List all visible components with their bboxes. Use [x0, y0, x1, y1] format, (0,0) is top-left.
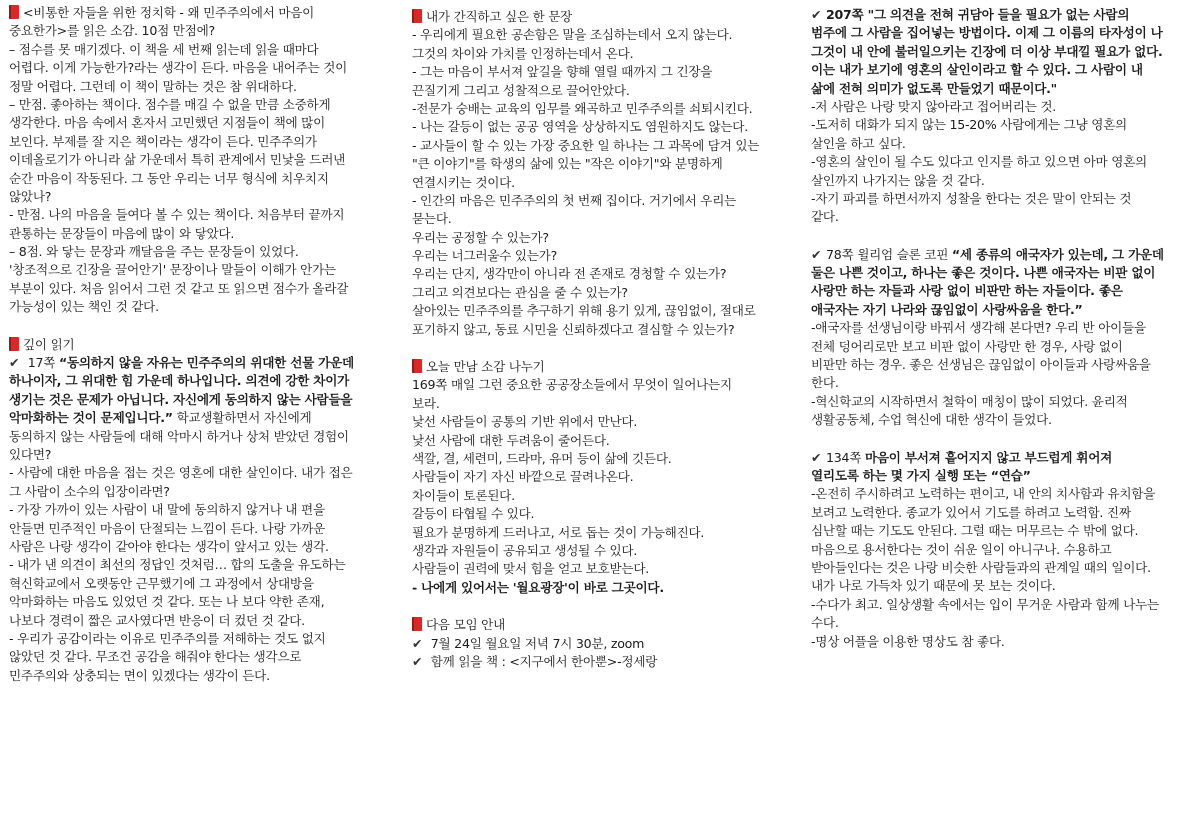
quote-line: 열리도록 하는 몇 가지 실행 또는 “연습” [811, 467, 1031, 483]
book-icon [412, 9, 423, 23]
book-icon [412, 617, 423, 631]
emphasis-line: - 나에게 있어서는 '월요광장'이 바로 그곳이다. [412, 579, 664, 595]
text-line: 민주주의와 상충되는 면이 있겠다는 생각이 든다. [9, 667, 270, 683]
check-icon: ✔ [811, 246, 822, 262]
quote-line: ✔ 207쪽 "그 의견을 전혀 귀담아 들을 필요가 없는 사람의 [811, 6, 1184, 24]
text-line: 이데올로기가 아니라 삶 가운데서 특히 관계에서 민낯을 드러낸 [9, 152, 346, 168]
text-line: 연결시키는 것이다. [412, 174, 515, 190]
text-line: - 우리가 공감이라는 이유로 민주주의를 저해하는 것도 없지 [9, 630, 326, 646]
quote-line: 애국자는 자기 나라와 끊임없이 사랑싸움을 한다.” [811, 301, 1083, 317]
text-line: - 교사들이 할 수 있는 가장 중요한 일 하나는 그 과목에 담겨 있는 [412, 137, 760, 153]
meeting-impressions-section [412, 358, 785, 597]
section-heading: 내가 간직하고 싶은 한 문장 [412, 8, 785, 26]
quote-line: 삶에 전혀 의미가 없도록 만들었기 때문이다." [811, 80, 1057, 96]
book-icon [9, 337, 20, 351]
text-line: ✔ 17쪽 “동의하지 않을 자유는 민주주의의 위대한 선물 가운데 [9, 354, 389, 372]
text-line: - 나는 갈등이 없는 공공 영역을 상상하지도 염원하지도 않는다. [412, 119, 748, 135]
text-line: 보라. [412, 395, 440, 411]
text-line: -저 사람은 나랑 맞지 않아라고 접어버리는 것. [811, 98, 1057, 114]
text-line: -명상 어플을 이용한 명상도 참 좋다. [811, 633, 1005, 649]
quote-line: 사랑만 하는 자들과 사랑 없이 비판만 하는 자들이다. 좋은 [811, 283, 1123, 299]
section-heading: 오늘 만남 소감 나누기 [412, 358, 785, 376]
check-icon: ✔ [811, 7, 822, 22]
next-meeting-section [412, 616, 785, 671]
quote-line: 범주에 그 사람을 집어넣는 방법이다. 이제 그 이름의 타자성이 나 [811, 25, 1163, 41]
quote-line: 하나이자, 그 위대한 힘 가운데 하나입니다. 의견에 강한 차이가 [9, 373, 350, 389]
text-line: 끈질기게 그리고 성찰적으로 끌어안았다. [412, 82, 630, 98]
text-line: 있다면? [9, 446, 52, 462]
text-line: 생각과 자원들이 공유되고 생성될 수 있다. [412, 542, 638, 558]
text-line: -수다가 최고. 일상생활 속에서는 입이 무거운 사람과 함께 나누는 [811, 596, 1159, 612]
quote-line: ✔ 134쪽 마음이 부서져 흩어지지 않고 부드럽게 휘어져 [811, 449, 1184, 467]
text-line: 악마화하는 것이 문제입니다.” 학교생활하면서 자신에게 [9, 410, 312, 426]
text-line: 갈등이 타협될 수 있다. [412, 506, 535, 522]
text-line: -온전히 주시하려고 노력하는 편이고, 내 안의 치사함과 유치함을 [811, 486, 1156, 502]
text-line: 비판만 하는 경우. 좋은 선생님은 끊임없이 아이들과 사랑싸움을 [811, 357, 1151, 373]
text-line: – 8점. 와 닿는 문장과 깨달음을 주는 문장들이 있었다. [9, 244, 299, 260]
text-line: 그리고 의견보다는 관심을 줄 수 있는가? [412, 284, 628, 300]
text-line: 사람들이 권력에 맞서 힘을 얻고 보호받는다. [412, 561, 649, 577]
text-line: 차이들이 토론된다. [412, 487, 515, 503]
text-line: 관통하는 문장들이 마음에 많이 와 닿았다. [9, 225, 235, 241]
text-line: 살인까지 나가지는 않을 것 같다. [811, 172, 985, 188]
text-line: 낯선 사람에 대한 두려움이 줄어든다. [412, 432, 610, 448]
book-icon [412, 359, 423, 373]
text-line: 낯선 사람들이 공통의 기반 위에서 만난다. [412, 414, 638, 430]
text-line: 정말 어렵다. 그런데 이 책이 말하는 것은 참 위대하다. [9, 78, 297, 94]
text-line: 안들면 민주적인 마음이 단절되는 느낌이 든다. 나랑 가까운 [9, 520, 325, 536]
quote-line: 둘은 나쁜 것이고, 하나는 좋은 것이다. 나쁜 애국자는 비판 없이 [811, 265, 1156, 281]
text-line: 받아들인다는 것은 나랑 비슷한 사람들과의 관계일 때의 일이다. [811, 559, 1151, 575]
text-line: 순간 마음이 작동된다. 그 동안 우리는 너무 형식에 치우치지 [9, 170, 329, 186]
text-line: 그것의 차이와 가치를 인정하는데서 온다. [412, 45, 634, 61]
text-line: - 만점. 나의 마음을 들여다 볼 수 있는 책이다. 처음부터 끝까지 [9, 207, 345, 223]
spacer [412, 339, 785, 358]
text-line: '창조적으로 긴장을 끌어안기' 문장이나 말들이 이해가 안가는 [9, 262, 336, 278]
text-line: 악마화하는 마음도 있었던 것 같다. 또는 나 보다 약한 존재, [9, 594, 325, 610]
text-line: 생각한다. 마음 속에서 혼자서 고민했던 지점들이 책에 많이 [9, 115, 325, 131]
text-line: 사람들이 자기 자신 바깥으로 끌려나온다. [412, 469, 634, 485]
text-line: 필요가 분명하게 드러나고, 서로 돕는 것이 가능해진다. [412, 524, 705, 540]
quote-line: 생기는 것은 문제가 아닙니다. 자신에게 동의하지 않는 사람들을 [9, 391, 353, 407]
text-line: <비통한 자들을 위한 정치학 - 왜 민주주의에서 마음이 [9, 4, 389, 22]
text-line: 우리는 너그러울수 있는가? [412, 248, 558, 264]
text-line: - 가장 가까이 있는 사람이 내 말에 동의하지 않거나 내 편을 [9, 502, 325, 518]
text-line: 사람은 나랑 생각이 같아야 한다는 생각이 앞서고 있는 생각. [9, 538, 329, 554]
text-line: - 우리에게 필요한 공손함은 말을 조심하는데서 오지 않는다. [412, 27, 733, 43]
text-line: - 내가 낸 의견이 최선의 정답인 것처럼… 합의 도출을 유도하는 [9, 557, 346, 573]
section-heading: 다음 모임 안내 [412, 616, 785, 634]
text-line: 가능성이 있는 책인 것 같다. [9, 299, 159, 315]
section-heading: 깊이 읽기 [9, 336, 389, 354]
text-line: – 점수를 못 매기겠다. 이 책을 세 번째 읽는데 읽을 때마다 [9, 41, 319, 57]
text-line: 심난할 때는 기도도 안된다. 그럴 때는 머무르는 수 밖에 없다. [811, 523, 1139, 539]
column-left [0, 0, 393, 813]
text-line: 어렵다. 이게 가능한가?라는 생각이 든다. 마음을 내어주는 것이 [9, 60, 348, 76]
quote-78-section [811, 246, 1184, 430]
text-line: 전체 덩어리로만 보고 비판 없이 사랑만 한 경우, 사랑 없이 [811, 338, 1123, 354]
favorite-sentence-section [412, 8, 785, 339]
text-line: 색깔, 결, 세련미, 드라마, 유머 등이 삶에 깃든다. [412, 450, 672, 466]
text-line: 그 사람이 소수의 입장이라면? [9, 483, 170, 499]
text-line: 보려고 노력한다. 종교가 있어서 기도를 하려고 노력함. 진짜 [811, 504, 1131, 520]
quote-line: 그것이 내 안에 불러일으키는 긴장에 더 이상 부대낄 필요가 없다. [811, 43, 1163, 59]
text-line: 살아있는 민주주의를 추구하기 위해 용기 있게, 끊임없이, 절대로 [412, 303, 756, 319]
text-line: 생활공동체, 수업 혁신에 대한 생각이 들었다. [811, 412, 1052, 428]
column-right [800, 0, 1190, 813]
quote-207-section [811, 6, 1184, 227]
check-icon: ✔ [811, 449, 822, 465]
text-line: 수다. [811, 615, 839, 631]
text-line: 169쪽 매일 그런 중요한 공공장소들에서 무엇이 일어나는지 [412, 377, 732, 393]
text-line: 동의하지 않는 사람들에 대해 악마시 하거나 상처 받았던 경험이 [9, 428, 349, 444]
text-line: -자기 파괴를 하면서까지 성찰을 한다는 것은 말이 안되는 것 [811, 190, 1132, 206]
text-line: - 인간의 마음은 민주주의의 첫 번째 집이다. 거기에서 우리는 [412, 192, 737, 208]
text-line: 부분이 있다. 처음 읽어서 그런 것 같고 또 읽으면 점수가 올라갈 [9, 280, 349, 296]
quote-line: ✔ 78쪽 윌리엄 슬론 코핀 “세 종류의 애국자가 있는데, 그 가운데 [811, 246, 1184, 264]
meeting-info-item: ✔ 함께 읽을 책 : <지구에서 한아뿐>-정세랑 [412, 653, 785, 671]
text-line: -전문가 숭배는 교육의 임무를 왜곡하고 민주주의를 쇠퇴시킨다. [412, 100, 753, 116]
text-line: 내가 나로 가득차 있기 때문에 못 보는 것이다. [811, 578, 1056, 594]
book-review-section [9, 4, 389, 317]
text-line: -영혼의 살인이 될 수도 있다고 인지를 하고 있으면 아마 영혼의 [811, 154, 1147, 170]
text-line: 않았나? [9, 188, 52, 204]
text-line: 마음으로 용서한다는 것이 쉬운 일이 아니구나. 수용하고 [811, 541, 1112, 557]
text-line: - 사람에 대한 마음을 접는 것은 영혼에 대한 살인이다. 내가 접은 [9, 465, 353, 481]
quote-134-section [811, 449, 1184, 651]
spacer [9, 317, 389, 336]
quote-line: 이는 내가 보기에 영혼의 살인이라고 할 수 있다. 그 사람이 내 [811, 62, 1143, 78]
text-line: 나보다 경력이 짧은 교사였다면 반응이 더 컸던 것 같다. [9, 612, 305, 628]
text-line: - 그는 마음이 부서져 앞길을 향해 열릴 때까지 그 긴장을 [412, 64, 713, 80]
spacer [811, 430, 1184, 449]
check-icon: ✔ [412, 635, 423, 651]
text-line: -혁신학교의 시작하면서 철학이 매칭이 많이 되었다. 윤리적 [811, 393, 1128, 409]
text-line: 보인다. 부제를 잘 지은 책이라는 생각이 든다. 민주주의가 [9, 133, 317, 149]
text-line: 같다. [811, 209, 839, 225]
check-icon: ✔ [9, 355, 20, 371]
text-line: 포기하지 않고, 동료 시민을 신뢰하겠다고 결심할 수 있는가? [412, 321, 735, 337]
text-line: -도저히 대화가 되지 않는 15-20% 사람에게는 그냥 영혼의 [811, 117, 1127, 133]
text-line: – 만점. 좋아하는 책이다. 점수를 매길 수 없을 만큼 소중하게 [9, 96, 331, 112]
text-line: 않았던 것 같다. 무조건 공감을 해줘야 한다는 생각으로 [9, 649, 302, 665]
column-middle [401, 0, 793, 813]
text-line: 묻는다. [412, 211, 452, 227]
text-line: 우리는 공정할 수 있는가? [412, 229, 549, 245]
spacer [811, 227, 1184, 246]
text-line: 한다. [811, 375, 839, 391]
text-line: 살인을 하고 싶다. [811, 135, 906, 151]
spacer [412, 597, 785, 616]
book-icon [9, 5, 20, 19]
text-line: 중요한가>를 읽은 소감. 10점 만점에? [9, 23, 215, 39]
text-line: 우리는 단지, 생각만이 아니라 전 존재로 경청할 수 있는가? [412, 266, 727, 282]
check-icon: ✔ [412, 653, 423, 669]
meeting-info-item: ✔ 7월 24일 월요일 저녁 7시 30분, zoom [412, 635, 785, 653]
text-line: 혁신학교에서 오랫동안 근무했기에 그 과정에서 상대방을 [9, 575, 314, 591]
deep-reading-section [9, 336, 389, 685]
text-line: "큰 이야기"를 학생의 삶에 있는 "작은 이야기"와 분명하게 [412, 156, 723, 172]
text-line: -애국자를 선생님이랑 바꿔서 생각해 본다면? 우리 반 아이들을 [811, 320, 1146, 336]
